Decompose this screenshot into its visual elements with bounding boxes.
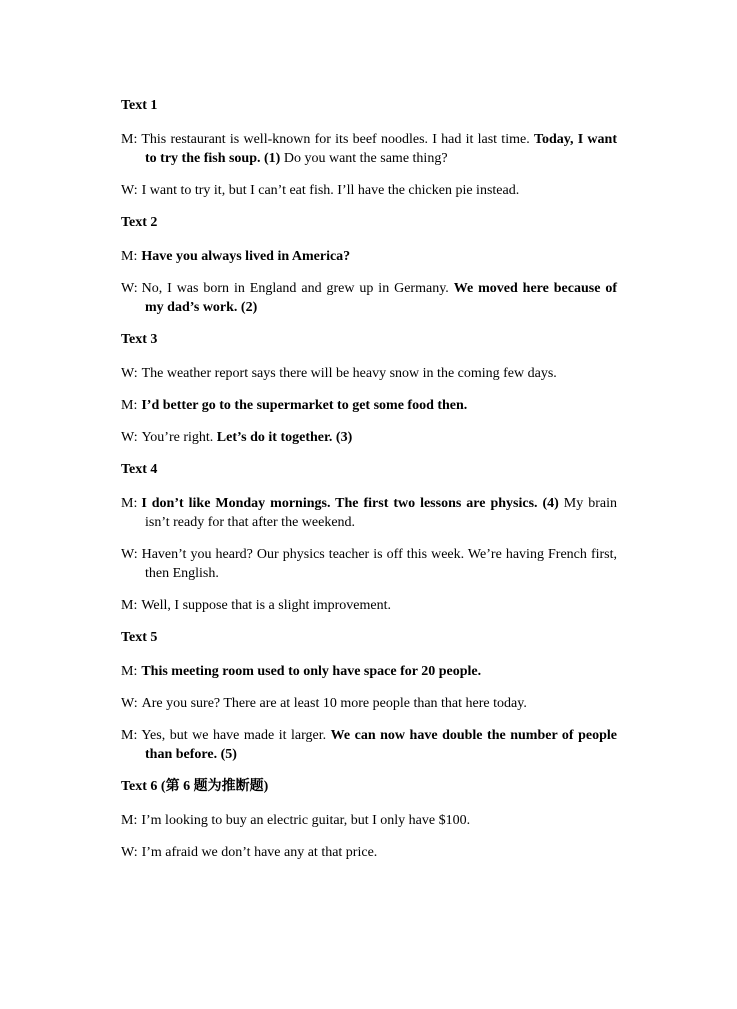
dialogue-text: Haven’t you heard? Our physics teacher is off this week. We’re having French first, then English. [141, 547, 617, 581]
speaker-label: W: [121, 183, 138, 198]
dialogue-text: The weather report says there will be heavy snow in the coming few days. [141, 366, 557, 381]
dialogue-line [121, 279, 617, 317]
section-heading: Text 5 [121, 630, 158, 645]
speaker-label: W: [121, 696, 138, 711]
speaker-label: W: [121, 430, 138, 445]
key-sentence: Have you always lived in America? [141, 249, 351, 264]
speaker-label: M: [121, 496, 138, 511]
document-body [121, 96, 617, 875]
dialogue-text: This restaurant is well-known for its beef noodles. I had it last time. [141, 132, 534, 147]
speaker-label: W: [121, 845, 138, 860]
dialogue-line [121, 843, 617, 862]
dialogue-line [121, 130, 617, 168]
key-sentence: I’d better go to the supermarket to get some food then. [141, 398, 468, 413]
speaker-label: M: [121, 132, 138, 147]
section-heading: Text 1 [121, 98, 158, 113]
dialogue-line [121, 726, 617, 764]
section-heading: Text 3 [121, 332, 158, 347]
dialogue-text: I want to try it, but I can’t eat fish. I’ll have the chicken pie instead. [141, 183, 520, 198]
key-sentence: Today, I want to try the fish soup. (1) [145, 132, 617, 166]
section-heading: Text 2 [121, 215, 158, 230]
key-sentence: Let’s do it together. (3) [216, 430, 353, 445]
speaker-label: M: [121, 728, 138, 743]
dialogue-text: Do you want the same thing? [280, 151, 448, 166]
dialogue-text: Well, I suppose that is a slight improvement. [141, 598, 392, 613]
speaker-label: M: [121, 664, 138, 679]
dialogue-text: You’re right. [141, 430, 217, 445]
dialogue-text: I’m afraid we don’t have any at that price. [141, 845, 378, 860]
key-sentence: We moved here because of my dad’s work. (2) [145, 281, 617, 315]
key-sentence: This meeting room used to only have space for 20 people. [141, 664, 482, 679]
speaker-label: W: [121, 547, 138, 562]
dialogue-line [121, 364, 617, 383]
dialogue-text: Yes, but we have made it larger. [141, 728, 331, 743]
dialogue-line [121, 596, 617, 615]
dialogue-line [121, 428, 617, 447]
dialogue-line [121, 662, 617, 681]
section-heading: Text 6 (第 6 题为推断题) [121, 779, 269, 794]
dialogue-line [121, 247, 617, 266]
dialogue-text: Are you sure? There are at least 10 more people than that here today. [141, 696, 527, 711]
speaker-label: M: [121, 249, 138, 264]
dialogue-line [121, 694, 617, 713]
dialogue-line [121, 545, 617, 583]
dialogue-text: I’m looking to buy an electric guitar, but I only have $100. [141, 813, 471, 828]
dialogue-text: My brain isn’t ready for that after the weekend. [145, 496, 617, 530]
dialogue-line [121, 811, 617, 830]
speaker-label: M: [121, 598, 138, 613]
key-sentence: We can now have double the number of people than before. (5) [145, 728, 617, 762]
speaker-label: W: [121, 366, 138, 381]
section-heading: Text 4 [121, 462, 158, 477]
dialogue-line [121, 181, 617, 200]
dialogue-text: No, I was born in England and grew up in Germany. [141, 281, 454, 296]
dialogue-line [121, 396, 617, 415]
speaker-label: M: [121, 398, 138, 413]
key-sentence: I don’t like Monday mornings. The first two lessons are physics. (4) [141, 496, 559, 511]
speaker-label: W: [121, 281, 138, 296]
dialogue-line [121, 494, 617, 532]
speaker-label: M: [121, 813, 138, 828]
